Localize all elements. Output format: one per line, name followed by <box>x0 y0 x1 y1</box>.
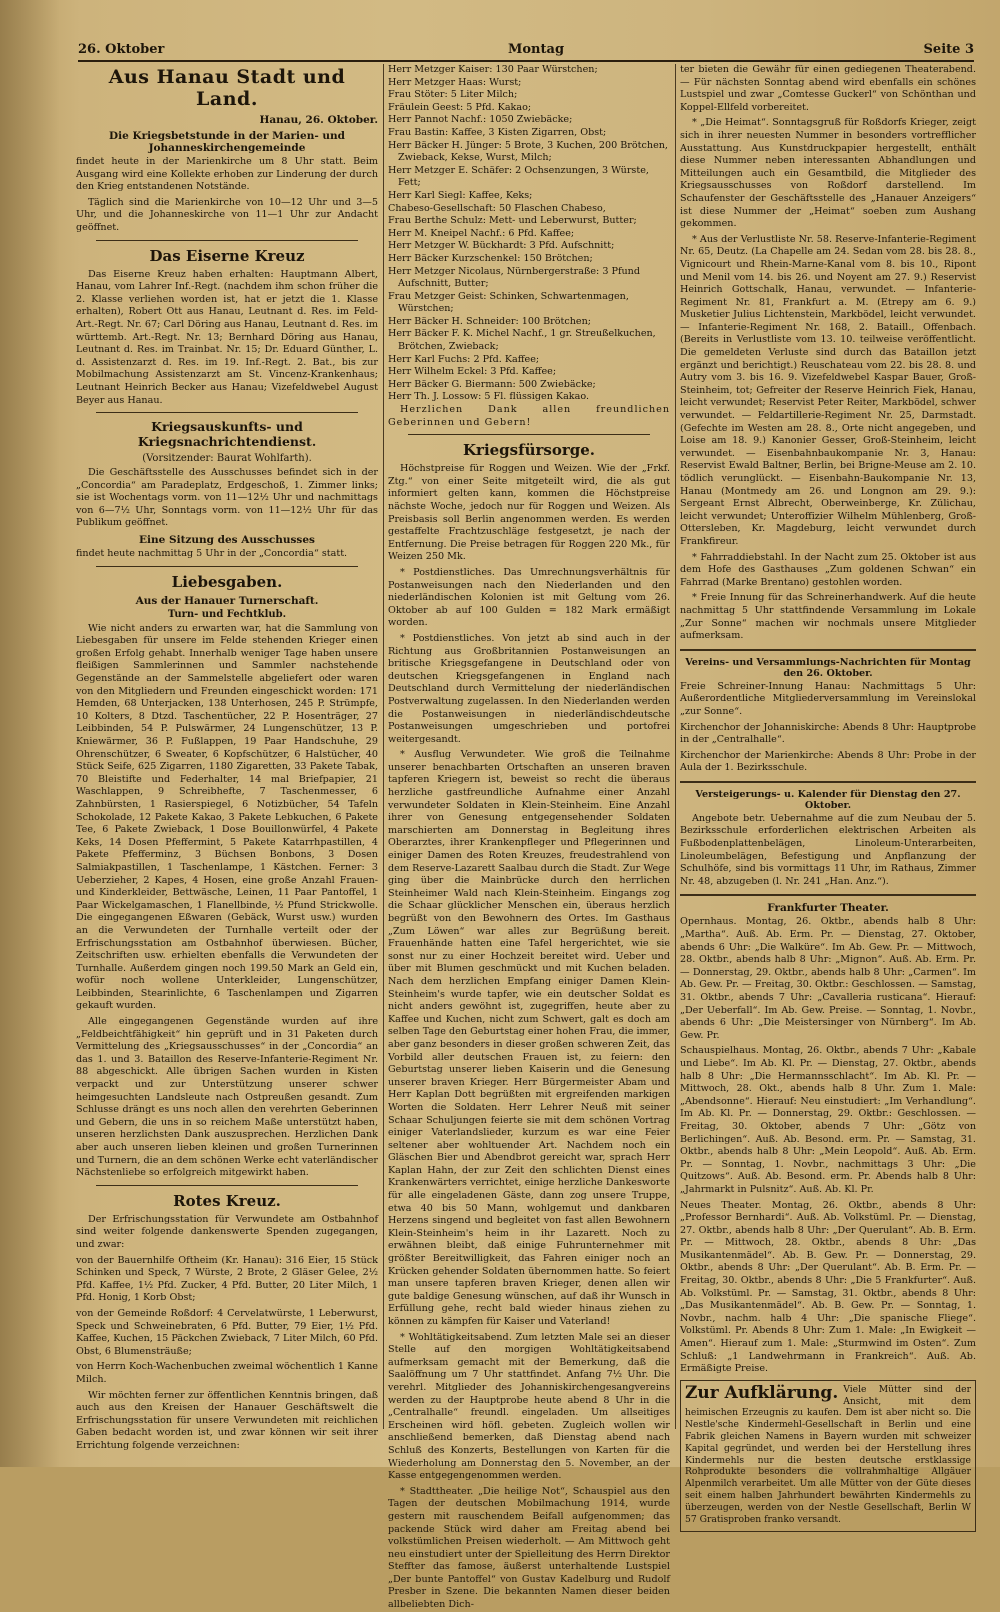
divider <box>680 649 976 651</box>
fahrraddiebstahl-text: * Fahrraddiebstahl. In der Nacht zum 25. Oktober ist aus dem Hofe des Gasthauses „Zum goldenen Schwan“ ein Fahrrad (Marke Brentano) gestohlen worden. <box>680 551 976 588</box>
column-3 <box>680 64 976 1525</box>
versteigerung-text: Angebote betr. Uebernahme auf die zum Neubau der 5. Bezirksschule erforderlichen elektrischen Arbeiten als Fußbodenplattenbelägen, Linoleum-Unterarbeiten, Linoleumbelägen, Befestigung und Anpflanzung der Schulhöfe, sind bis vormittags 11 Uhr, im Rathaus, Zimmer Nr. 48, abzugeben (l. Nr. 241 „Han. Anz.“). <box>680 812 976 887</box>
vereins-item-1: Freie Schreiner-Innung Hanau: Nachmittags 5 Uhr: Außerordentliche Mitgliederversammlung im Vereinslokal „zur Sonne“. <box>680 680 976 717</box>
section-title-local-news: Aus Hanau Stadt und Land. <box>108 66 346 110</box>
divider <box>96 412 358 413</box>
vereins-item-3: Kirchenchor der Marienkirche: Abends 8 Uhr: Probe in der Aula der 1. Bezirksschule. <box>680 749 976 774</box>
divider <box>680 894 976 896</box>
opernhaus-text: Opernhaus. Montag, 26. Oktbr., abends halb 8 Uhr: „Martha“. Auß. Ab. Erm. Pr. — Dienstag, 27. Oktober, abends 6 Uhr: „Die Walküre“. Im Ab. Gew. Pr. — Mittwoch, 28. Oktbr., abends halb 8 Uhr: „Mignon“. Auß. Ab. Erm. Pr. — Donnerstag, 29. Oktbr., abends halb 8 Uhr: „Carmen“. Im Ab. Gew. Pr. — Freitag, 30. Oktbr.: Geschlossen. — Samstag, 31. Oktbr., abends 7 Uhr: „Cavalleria rusticana“. Hierauf: „Der Ueberfall“. Im Ab. Gew. Preise. — Sonntag, 1. Novbr., abends 6 Uhr: „Die Meistersinger von Nürnberg“. Im Ab. Gew. Pr. <box>680 916 976 1041</box>
sitzung-heading: Eine Sitzung des Ausschusses <box>139 534 315 547</box>
list-item: Herr Bäcker Kurzschenkel: 150 Brötchen; <box>388 252 593 264</box>
rotes-kreuz-donation-1: von der Bauernhilfe Oftheim (Kr. Hanau): 316 Eier, 15 Stück Schinken und Speck, 7 Würste, 2 Brote, 2 Gläser Gelee, 2½ Pfd. Kaffee, 1½ Pfd. Zucker, 4 Pfd. Butter, 20 Liter Milch, 1 Pfd. Honig, 1 Korb Obst; <box>76 1254 378 1304</box>
schauspielhaus-text: Schauspielhaus. Montag, 26. Oktbr., abends 7 Uhr: „Kabale und Liebe“. Im Ab. Kl. Pr. — Dienstag, 27. Oktbr., abends halb 8 Uhr: „Die Hermannsschlacht“. Im Ab. Kl. Pr. — Mittwoch, 28. Okt., abends halb 8 Uhr. Zum 1. Male: „Abendsonne“. Hierauf: Neu einstudiert: „Im Verhandlung“. Im Ab. Kl. Pr. — Donnerstag, 29. Oktbr.: Geschlossen. — Freitag, 30. Oktober, abends 7 Uhr: „Götz von Berlichingen“. Auß. Ab. Besond. erm. Pr. — Samstag, 31. Oktbr., abends halb 8 Uhr: „Mein Leopold“. Auß. Ab. Erm. Pr. — Sonntag, 1. Novbr., nachmittags 3 Uhr: „Die Quitzows“. Auß. Ab. Besond. erm. Pr. Abends halb 8 Uhr: „Jahrmarkt in Pulsnitz“. Auß. Ab. Kl. Pr. <box>680 1045 976 1195</box>
page-shadow <box>0 0 60 1467</box>
theater-continuation-text: ter bieten die Gewähr für einen gediegenen Theaterabend. — Für nächsten Sonntag abend wird ebenfalls ein schönes Lustspiel und zwar „Comtesse Guckerl“ von Schönthan und Koppel-Ellfeld vorbereitet. <box>680 64 976 113</box>
sitzung-text: findet heute nachmittag 5 Uhr in der „Concordia“ statt. <box>76 548 348 560</box>
divider <box>408 434 650 435</box>
verlustliste-text: * Aus der Verlustliste Nr. 58. Reserve-Infanterie-Regiment Nr. 65, Deutz. (La Chapelle am 24. Sedan vom 28. bis 28. 8., Vignicourt und Rhein-Marne-Kanal vom 8. bis 10., Ripont und Menil vom 14. bis 26. und Noyent am 27. 9.) Reservist Heinrich Gottschalk, Hanau, verwundet. — Infanterie-Regiment Nr. 81, Frankfurt a. M. (Etrepy am 6. 9.) Musketier Julius Lichtenstein, Markbödel, leicht verwundet. — Infanterie-Regiment Nr. 168, 2. Bataill., Offenbach. (Bereits in Verlustliste vom 13. 10. teilweise veröffentlicht. Die gemeldeten Verluste sind durch das Bataillon jetzt ergänzt und berichtigt.) Reuschateau vom 22. bis 28. 8. und Autry vom 3. bis 16. 9. Vizefeldwebel Kaspar Bauer, Groß-Steinheim, tot; Gefreiter der Reserve Heinrich Fiek, Hanau, leicht verwundet; Reservist Peter Reiter, Markbödel, schwer verwundet. — Feldartillerie-Regiment Nr. 25, Darmstadt. (Gefechte im Westen am 28. 8., Orte nicht angegeben, und Loise am 18. 9.) Kanonier Gesser, Groß-Steinheim, leicht verwundet. — Eisenbahnbaukompanie Nr. 3, Hanau: Reservist Ewald Baltner, Berlin, bei Brigne-Meuse am 2. 10. tödlich verunglückt. — Eisenbahn-Baukompanie Nr. 13, Hanau (Montmedy am 26. und Longnon am 29. 9.): Sergeant Ernst Albrecht, Oberweinberge, Kr. Zülichau, leicht verwundet; Unteroffizier Wilhelm Mühlenberg, Groß-Ottersleben, Kr. Magdeburg, leicht verwundet durch Frankfireur. <box>680 233 976 547</box>
column-1 <box>76 64 378 1451</box>
header-page-number: Seite 3 <box>923 42 974 57</box>
frankfurter-theater-heading: Frankfurter Theater. <box>767 902 889 915</box>
rotes-kreuz-donation-3: von Herrn Koch-Wachenbuchen zweimal wöchentlich 1 Kanne Milch. <box>76 1361 378 1385</box>
list-item: Herr Metzger Kaiser: 130 Paar Würstchen; <box>388 64 598 75</box>
advertisement-box <box>680 1380 976 1533</box>
neues-theater-text: Neues Theater. Montag, 26. Oktbr., abends 8 Uhr: „Professor Bernhardi“. Auß. Ab. Volkstüml. Pr. — Dienstag, 27. Oktbr., abends halb 8 Uhr: „Der Querulant“. Ab. B. Erm. Pr. — Mittwoch, 28. Oktbr., abends 8 Uhr: „Das Musikantenmädel“. Ab. B. Gew. Pr. — Donnerstag, 29. Oktbr., abends 8 Uhr: „Der Querulant“. Ab. B. Erm. Pr. — Freitag, 30. Oktbr., abends 8 Uhr: „Die 5 Frankfurter“. Auß. Ab. Volkstüml. Pr. — Samstag, 31. Oktbr., abends 8 Uhr: „Das Musikantenmädel“. Ab. B. Gew. Pr. — Sonntag, 1. Novbr., nachm. halb 4 Uhr: „Die spanische Fliege“. Volkstüml. Pr. Abends 8 Uhr: Zum 1. Male: „In Ewigkeit — Amen“. Hierauf zum 1. Male: „Sturmwind im Osten“. Zum Schluß: „1 Landwehrmann in Frankreich“. Auß. Ab. Ermäßigte Preise. <box>680 1199 976 1375</box>
list-item: Frau Bastin: Kaffee, 3 Kisten Zigarren, Obst; <box>388 126 607 138</box>
column-2 <box>388 64 670 1611</box>
eisernes-kreuz-title: Das Eiserne Kreuz <box>149 246 305 265</box>
list-item: Frau Metzger Geist: Schinken, Schwartenmagen, Würstchen; <box>388 290 629 315</box>
rotes-kreuz-intro: Der Erfrischungsstation für Verwundete am Ostbahnhof sind weiter folgende dankenswerte Spenden zugegangen, und zwar: <box>76 1213 378 1250</box>
list-item: Chabeso-Gesellschaft: 50 Flaschen Chabeso, <box>388 202 606 214</box>
list-item: Frau Berthe Schulz: Mett- und Leberwurst, Butter; <box>388 215 637 227</box>
header-weekday: Montag <box>508 42 565 57</box>
column-rule <box>675 64 676 1429</box>
schreinerinnung-text: * Freie Innung für das Schreinerhandwerk. Auf die heute nachmittag 5 Uhr stattfindende Versammlung im Lokale „Zur Sonne“ machen wir nochmals unsere Mitglieder aufmerksam. <box>680 592 976 642</box>
kriegsauskunft-title: Kriegsauskunfts- und Kriegsnachrichtendienst. <box>137 419 317 450</box>
list-item: Herr Bäcker G. Biermann: 500 Zwiebäcke; <box>388 378 596 390</box>
column-rule <box>383 64 384 1429</box>
turnklub-subheading: Turn- und Fechtklub. <box>167 608 287 620</box>
stadttheater-text: * Stadttheater. „Die heilige Not“, Schauspiel aus den Tagen der deutschen Mobilmachung 1914, wurde gestern mit rauschendem Beifall aufgenommen; das packende Stück wird daher am Freitag abend bei volkstümlichen Preisen wiederholt. — Am Mittwoch geht neu einstudiert unter der Spielleitung des Herrn Direktor Steffter das famose, äußerst unterhaltende Lustspiel „Der bunte Pantoffel“ von Gustav Kadelburg und Rudolf Presber in Szene. Die bekannten Namen dieser beiden allbeliebten Dich- <box>388 1485 670 1611</box>
list-item: Herr Karl Siegl: Kaffee, Keks; <box>388 189 533 201</box>
ausflug-text: * Ausflug Verwundeter. Wie groß die Teilnahme unserer benachbarten Ortschaften an unseren braven tapferen Kriegern ist, beweist so recht die überaus herzliche gastfreundliche Aufnahme einer Anzahl verwundeter Soldaten in Klein-Steinheim. Eine Anzahl ihrer von Genesung entgegensehender Soldaten marschierten am Donnerstag in Begleitung ihres Oberarztes, ihrer Krankenpfleger und Pflegerinnen und einiger Damen des Roten Kreuzes, freudestrahlend von dem Reserve-Lazarett Saalbau durch die Stadt. Zur Wege ging über die Mainbrücke durch den herrlichen Steinheimer Wald nach Klein-Steinheim. Eingangs zog die Schaar glücklicher Menschen ein, überaus herzlich begrüßt von den Bewohnern des Ortes. Im Gasthaus „Zum Löwen“ war alles zur Begrüßung bereit. Frauenhände hatten eine Tafel hergerichtet, wie sie sonst nur zu einer Hochzeit bereitet wird. Ueber und über mit Blumen geschmückt und mit Kuchen beladen. Nach dem herzlichen Empfang einiger Damen Klein-Steinheim's wurde tapfer, wie ein deutscher Soldat es nicht anders gewöhnt ist, zugegriffen, heute aber zu Kaffee und Kuchen, nicht zum Schwert, galt es doch am selben Tage den Geburtstag einer hohen Frau, die immer, aber ganz besonders in dieser großen schweren Zeit, das Vorbild aller deutschen Frauen ist, zu feiern: den Geburtstag unserer lieben Kaiserin und die Genesung unserer braven Krieger. Herr Bürgermeister Abam und Herr Kaplan Dott begrüßten mit ergreifenden markigen Worten die Soldaten. Herr Lehrer Neuß mit seiner Schaar Schuljungen feierte sie mit dem schönen Vortrag einiger Vaterlandslieder, kurzum es war eine Feier seltener aber wohltuender Art. Nachdem noch ein Gläschen Bier und Abendbrot gereicht war, sprach Herr Kaplan Hahn, der zur Zeit den schlichten Dienst eines Krankenwärters verrichtet, einige herzliche Dankesworte für alle eingeladenen Gäste, dann zog unsere Truppe, etwa 40 bis 50 Mann, wohlgemut und dankbaren Herzens singend und begleitet von fast allen Bewohnern Klein-Steinheim's heim in ihr Lazarett. Noch zu erwähnen bleibt, daß einige Fuhrunternehmer mit größter Bereitwilligkeit, das Fahren einiger noch an Krücken gehender Soldaten übernommen hatte. So feiert man unsere tapferen braven Krieger, denen allen wir gute baldige Genesung wünschen, auf daß ihr Wunsch in Erfüllung gehe, recht bald wieder hinaus ziehen zu können zu kämpfen für Kaiser und Vaterland! <box>388 749 670 1327</box>
list-item: Herr Metzger E. Schäfer: 2 Ochsenzungen, 3 Würste, Fett; <box>388 164 649 189</box>
kriegsauskunft-text: Die Geschäftsstelle des Ausschusses befindet sich in der „Concordia“ am Paradeplatz, Erdgeschoß, 1. Zimmer links; sie ist Wochentags vorm. von 11—12½ Uhr und nachmittags von 6—7½ Uhr, Sonntags vorm. von 11—12½ Uhr für das Publikum geöffnet. <box>76 467 378 529</box>
vereins-heading: Vereins- und Versammlungs-Nachrichten für Montag den 26. Oktober. <box>685 656 971 679</box>
turnerschaft-text-1: Wie nicht anders zu erwarten war, hat die Sammlung von Liebesgaben für unsere im Felde stehenden Krieger einen großen Erfolg gehabt. Innerhalb weniger Tage haben unsere fleißigen Sammlerinnen und Sammler nachstehende Gegenstände an der Sammelstelle abgeliefert oder waren von den Mitgliedern und Freunden eingeschickt worden: 171 Hemden, 68 Unterjacken, 138 Unterhosen, 245 P. Strümpfe, 10 Kolters, 8 Dtzd. Taschentücher, 22 P. Hosenträger, 27 Leibbinden, 54 P. Pulswärmer, 24 Lungenschützer, 13 P. Kniewärmer, 36 P. Fußlappen, 19 Paar Handschuhe, 29 Ohrenschützer, 6 Sweater, 6 Kopfschützer, 6 Halstücher, 40 Stück Seife, 625 Zigarren, 1180 Zigaretten, 33 Pakete Tabak, 70 Bleistifte und Federhalter, 14 mal Briefpapier, 21 Waschlappen, 9 Schreibhefte, 7 Taschenmesser, 6 Zahnbürsten, 1 Rasierspiegel, 6 Notizbücher, 54 Tafeln Schokolade, 12 Pakete Kakao, 3 Pakete Lebkuchen, 6 Pakete Tee, 6 Pakete Zwieback, 1 Dose Bouillonwürfel, 4 Pakete Keks, 14 Dosen Pfeffermint, 5 Pakete Katarrhpastillen, 4 Pakete Pfefferminz, 3 Büchsen Bonbons, 3 Dosen Salmiakpastillen, 1 Taschenlampe, 1 Kästchen. Ferner: 3 Ueberzieher, 2 Kapes, 4 Hosen, eine große Anzahl Frauen- und Kinderkleider, Bettwäsche, Leinen, 11 Paar Pantoffel, 1 Paar Wickelgamaschen, 1 Flanellbinde, ½ Pfund Strickwolle. Die eingegangenen Eßwaren (Gebäck, Wurst usw.) wurden an die Verwundeten der Turnhalle verteilt oder der Erfrischungsstation am Ostbahnhof überwiesen. Bücher, Zeitschriften usw. erhielten ebenfalls die Verwundeten der Turnhalle. Außerdem gingen noch 199.50 Mark an Geld ein, wofür noch wollene Unterkleider, Lungenschützer, Leibbinden, Stearinlichte, 6 Taschenlampen und Zigarren gekauft wurden. <box>76 622 378 1012</box>
advertisement-title: Zur Aufklärung. <box>685 1382 839 1403</box>
hoechstpreise-text: Höchstpreise für Roggen und Weizen. Wie der „Frkf. Ztg.“ von einer Seite mitgeteilt wird, die als gut informiert gelten kann, kommen die Höchstpreise nächste Woche, jedoch nur für Roggen und Weizen. Als Preisbasis soll Berlin angenommen werden. Es werden gestaffelte Frachtzuschläge festgesetzt, je nach der Entfernung. Die Preise betragen für Roggen 220 Mk., für Weizen 250 Mk. <box>388 463 670 563</box>
liebesgaben-title: Liebesgaben. <box>171 572 283 591</box>
donor-list <box>388 64 670 404</box>
list-item: Herr Karl Fuchs: 2 Pfd. Kaffee; <box>388 353 540 365</box>
kriegsauskunft-chair: (Vorsitzender: Baurat Wohlfarth). <box>142 453 312 465</box>
list-item: Herr Metzger Nicolaus, Nürnbergerstraße: 3 Pfund Aufschnitt, Butter; <box>388 265 640 290</box>
list-item: Herr Bäcker F. K. Michel Nachf., 1 gr. Streußelkuchen, Brötchen, Zwieback; <box>388 328 656 353</box>
divider <box>96 566 358 567</box>
list-item: Herr Th. J. Lossow: 5 Fl. flüssigen Kakao. <box>388 391 589 403</box>
list-item: Herr Bäcker H. Schneider: 100 Brötchen; <box>388 315 592 327</box>
divider <box>680 781 976 783</box>
list-item: Frau Stöter: 5 Liter Milch; <box>388 89 518 101</box>
kriegsfuersorge-title: Kriegsfürsorge. <box>463 441 595 460</box>
list-item: Herr Metzger Haas: Wurst; <box>388 76 522 88</box>
turnerschaft-text-2: Alle eingegangenen Gegenstände wurden auf ihre „Feldbeichtfähigkeit“ hin geprüft und in 31 Paketen durch Vermittelung des „Kriegsausschusses“ in der „Concordia“ an das 1. und 3. Bataillon des Reserve-Infanterie-Regiment Nr. 88 abgeschickt. Alle übrigen Sachen wurden in Kisten verpackt und zur Unterstützung unserer schwer heimgesuchten Landsleute nach Ostpreußen gesandt. Zum Schlusse drängt es uns noch allen den verehrten Geberinnen und Gebern, die uns in so reichem Maße unterstützt haben, unseren herzlichsten Dank auszusprechen. Herzlichen Dank aber auch unseren lieben kleinen und großen Turnerinnen und Turnern, die an dem schönen Werke echt vaterländischer Nächstenliebe so erfolgreich mitgewirkt haben. <box>76 1016 378 1179</box>
divider <box>96 240 358 241</box>
list-item: Herr Pannot Nachf.: 1050 Zwiebäcke; <box>388 114 573 126</box>
divider <box>96 1185 358 1186</box>
header-date: 26. Oktober <box>78 42 165 57</box>
rotes-kreuz-title: Rotes Kreuz. <box>173 1191 281 1210</box>
list-item: Herr Bäcker H. Jünger: 5 Brote, 3 Kuchen, 200 Brötchen, Zwieback, Kekse, Wurst, Milch; <box>388 139 668 164</box>
page-header <box>78 38 974 62</box>
church-hours-text: Täglich sind die Marienkirche von 10—12 Uhr und 3—5 Uhr, und die Johanneskirche von 11—1 Uhr zur Andacht geöffnet. <box>76 196 378 233</box>
postdienst-text-2: * Postdienstliches. Von jetzt ab sind auch in der Richtung aus Großbritannien Postanweisungen an britische Kriegsgefangene in Deutschland oder von deutschen Kriegsgefangenen in England nach Deutschland durch Vermittelung der niederländischen Postverwaltung zugelassen. In den Niederlanden werden die Postanweisungen in niederländischdeutsche Postanweisungen umgeschrieben und portofrei weitergesandt. <box>388 632 670 745</box>
rotes-kreuz-closing: Wir möchten ferner zur öffentlichen Kenntnis bringen, daß auch aus den Kreisen der Hanauer Geschäftswelt die Erfrischungsstation für unsere Verwundeten mit reichlichen Gaben bedacht worden ist, und zwar können wir seit ihrer Errichtung folgende verzeichnen: <box>76 1389 378 1451</box>
eisernes-kreuz-text: Das Eiserne Kreuz haben erhalten: Hauptmann Albert, Hanau, vom Lahrer Inf.-Regt. (nachdem ihm schon früher die 2. Klasse verliehen worden ist, hat er jetzt die 1. Klasse erhalten), Robert Ott aus Hanau, Leutnant d. Res. im Feld-Art.-Regt. Nr. 67; Carl Döring aus Hanau, Leutnant d. Res. im württemb. Art.-Regt. Nr. 13; Bernhard Döring aus Hanau, Leutnant d. Res. im Trainbat. Nr. 15; Dr. Eduard Günther, L. d. Assistenzarzt d. Res. im 19. Inf.-Regt. 2. Bat., bis zur Mobilmachung Assistenzarzt am St. Vincenz-Krankenhaus; Leutnant Heinrich Becker aus Hanau; Vizefeldwebel August Beyer aus Hanau. <box>76 268 378 406</box>
wohltaetigkeit-text: * Wohltätigkeitsabend. Zum letzten Male sei an dieser Stelle auf den morgigen Wohltätigkeitsabend aufmerksam gemacht mit der Bemerkung, daß die Saalöffnung um 7 Uhr stattfindet. Anfang 7½ Uhr. Die verehrl. Mitglieder des Johanniskirchengesangvereins werden zu der Hauptprobe heute abend 8 Uhr in die „Centralhalle“ freundl. eingeladen. Um allseitiges Erscheinen wird höfl. gebeten. Zugleich wollen wir anschließend bemerken, daß Dienstag abend nach Schluß des Konzerts, Bestellungen von Karten für die Wiederholung am Donnerstag den 5. November, an der Kasse entgegengenommen werden. <box>388 1331 670 1482</box>
versteigerung-heading: Versteigerungs- u. Kalender für Dienstag den 27. Oktober. <box>695 788 961 811</box>
list-item: Fräulein Geest: 5 Pfd. Kakao; <box>388 101 532 113</box>
list-item: Herr M. Kneipel Nachf.: 6 Pfd. Kaffee; <box>388 227 575 239</box>
postdienst-text-1: * Postdienstliches. Das Umrechnungsverhältnis für Postanweisungen nach den Niederlanden und den niederländischen Kolonien ist mit Geltung vom 26. Oktober ab auf 100 Gulden = 182 Mark ermäßigt worden. <box>388 566 670 629</box>
list-item: Herr Wilhelm Eckel: 3 Pfd. Kaffee; <box>388 366 557 378</box>
list-item: Herr Metzger W. Bückhardt: 3 Pfd. Aufschnitt; <box>388 240 615 252</box>
kriegsbetstunde-text: findet heute in der Marienkirche um 8 Uhr statt. Beim Ausgang wird eine Kollekte erhoben zur Linderung der durch den Krieg entstandenen Notstände. <box>76 156 378 193</box>
advertisement-text: Viele Mütter sind der Ansicht, mit dem heimischen Erzeugnis zu kaufen. Dem ist aber nicht so. Die Nestle'sche Kindermehl-Gesellschaft in Berlin und eine Fabrik gleichen Namens in Bayern wurden mit schweizer Kapital gegründet, und werden bei der Herstellung ihres Kindermehls nur die besten deutsche erstklassige Rohprodukte besonders die vollrahmhaltige Allgäuer Alpenmilch verarbeitet. Um alle Mütter von der Güte dieses seit einem halben Jahrhundert bewährten Kindermehls zu überzeugen, werden von der Nestle Gesellschaft, Berlin W 57 Gratisproben franko versandt. <box>685 1383 971 1525</box>
heimat-text: * „Die Heimat“. Sonntagsgruß für Roßdorfs Krieger, zeigt sich in ihrer neuesten Nummer in besonders vortrefflicher Ausstattung. Aus Kunstdruckpapier hergestellt, enthält diese Nummer neben interessanten Abhandlungen und Mitteilungen auch ein Gesamtbild, die Mitglieder des Kriegsausschusses von Roßdorf darstellend. Im Schaufenster der Geschäftsstelle des „Hanauer Anzeigers“ ist diese Nummer der „Heimat“ soeben zum Aushang gekommen. <box>680 117 976 230</box>
thanks-text: Herzlichen Dank allen freundlichen Geberinnen und Gebern! <box>388 404 670 428</box>
vereins-item-2: Kirchenchor der Johanniskirche: Abends 8 Uhr: Hauptprobe in der „Centralhalle“. <box>680 721 976 746</box>
kriegsbetstunde-heading: Die Kriegsbetstunde in der Marien- und Johanneskirchengemeinde <box>109 130 345 154</box>
dateline: Hanau, 26. Oktober. <box>259 114 378 126</box>
turnerschaft-heading: Aus der Hanauer Turnerschaft. <box>135 594 319 607</box>
rotes-kreuz-donation-2: von der Gemeinde Roßdorf: 4 Cervelatwürste, 1 Leberwurst, Speck und Schweinebraten, 6 Pfd. Butter, 79 Eier, 1½ Pfd. Kaffee, Kuchen, 15 Päckchen Zwieback, 7 Liter Milch, 60 Pfd. Obst, 6 Blumensträuße; <box>76 1307 378 1357</box>
